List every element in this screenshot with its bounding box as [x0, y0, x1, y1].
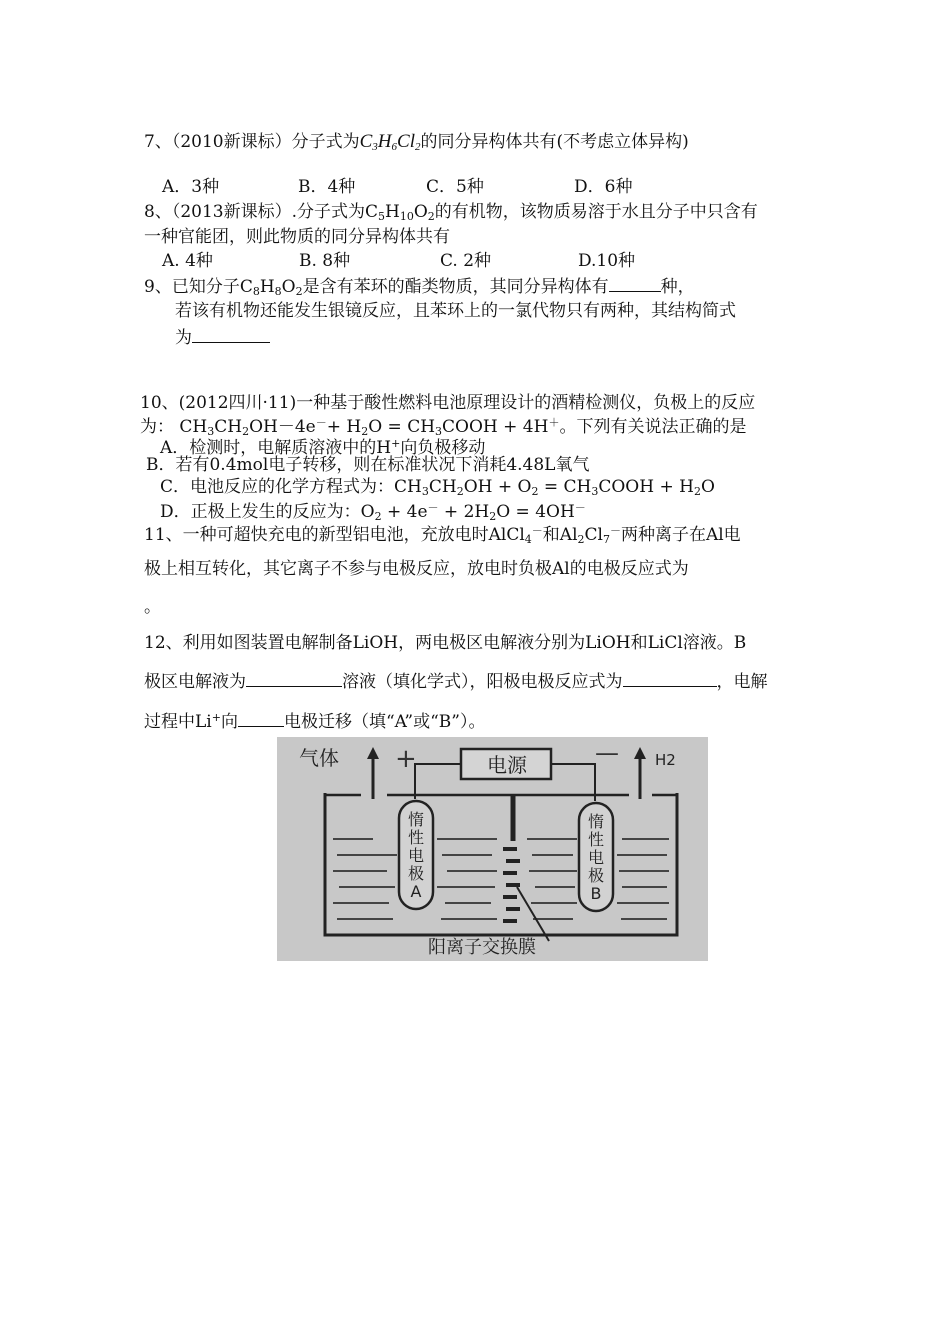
- q8-options: [162, 250, 635, 272]
- q7-options: [162, 176, 632, 198]
- q8-option-a: A. 4种: [162, 251, 213, 271]
- q12-line2-c: ，电解: [716, 672, 768, 692]
- electrode-a-char-4: 极: [407, 864, 425, 883]
- q10-option-d: D．正极上发生的反应为：$O_2 + 4e^- + 2H_2O = 4OH^-$: [160, 501, 586, 523]
- q10-line1: 10、(2012四川·11)一种基于酸性燃料电池原理设计的酒精检测仪，负极上的反应: [140, 393, 756, 413]
- q7-option-c: C．5种: [426, 177, 484, 197]
- q12-line3-b: 电极迁移（填“A”或“B”）。: [283, 712, 486, 732]
- q12-line2-b: 溶液（填化学式），阳极电极反应式为: [342, 672, 623, 692]
- q12-blank-direction[interactable]: [238, 710, 284, 727]
- q12-line3: 过程中Li+向 电极迁移（填“A”或“B”）。: [144, 711, 486, 732]
- q7-stem-a: 7、（2010新课标）分子式为: [144, 132, 360, 152]
- electrolysis-diagram: [277, 737, 708, 961]
- electrode-b-char-5: B: [590, 884, 602, 903]
- q9-line3-text: 为: [175, 328, 192, 348]
- q9-blank-structure[interactable]: [192, 326, 270, 343]
- power-supply-label: 电源: [487, 753, 527, 777]
- h2-label: H2: [655, 751, 676, 769]
- q12-blank-electrolyte[interactable]: [246, 670, 342, 687]
- electrode-b-char-1: 惰: [587, 812, 605, 831]
- q10-option-c: C．电池反应的化学方程式为：$CH_3CH_2OH + O_2$ = $CH_3COOH + H_2O$: [160, 477, 715, 498]
- gas-label: 气体: [299, 746, 339, 770]
- q10-option-b: B．若有0.4mol电子转移，则在标准状况下消耗4.48L氧气: [146, 455, 590, 475]
- q7-option-a: A．3种: [162, 177, 220, 197]
- q8-option-c: C. 2种: [440, 251, 492, 271]
- membrane-label: 阳离子交换膜: [428, 937, 536, 958]
- q10-option-a: A．检测时，电解质溶液中的H+向负极移动: [160, 437, 486, 458]
- q7-option-d: D．6种: [574, 177, 633, 197]
- electrode-b-char-2: 性: [587, 830, 605, 849]
- electrode-b-char-4: 极: [587, 866, 605, 885]
- electrode-a-char-3: 电: [407, 846, 425, 865]
- q11-line3: 。: [144, 597, 161, 617]
- q12-line1: 12、利用如图装置电解制备LiOH，两电极区电解液分别为LiOH和LiCl溶液。B: [144, 633, 747, 653]
- q8-line2: 一种官能团，则此物质的同分异构体共有: [144, 227, 450, 247]
- q11-line2: 极上相互转化，其它离子不参与电极反应，放电时负极Al的电极反应式为: [144, 559, 689, 579]
- electrode-b-char-3: 电: [587, 848, 605, 867]
- q12-blank-anode-equation[interactable]: [623, 670, 717, 687]
- q9-line1-tail: 种，: [660, 277, 695, 297]
- q7-formula: $C_3H_6Cl_2$: [359, 131, 421, 153]
- electrode-a-char-1: 惰: [407, 810, 425, 829]
- q11-line1: 11、一种可超快充电的新型铝电池，充放电时AlCl$_4$－和$Al_2Cl_7^-$两种离子在Al电: [144, 524, 741, 546]
- electrode-a-char-2: 性: [407, 828, 425, 847]
- positive-terminal-sign: +: [395, 744, 417, 774]
- negative-terminal-sign: —: [595, 739, 619, 767]
- q9-line2: 若该有机物还能发生银镜反应，且苯环上的一氯代物只有两种，其结构简式: [175, 301, 736, 321]
- q9-line3: [175, 326, 270, 349]
- q7-option-b: B．4种: [298, 177, 356, 197]
- q8-line1: 8、（2013新课标）.分子式为$C_5H_{10}O_2$的有机物，该物质易溶于水且分子中只含有: [144, 202, 758, 223]
- electrolysis-diagram-svg: [277, 737, 708, 961]
- electrode-a-char-5: A: [410, 882, 422, 901]
- q8-option-d: D.10种: [578, 251, 636, 271]
- q12-line2: [144, 670, 768, 693]
- q8-option-b: B. 8种: [299, 251, 351, 271]
- q7-stem-b: 的同分异构体共有(不考虑立体异构): [420, 132, 689, 152]
- q7-stem: [144, 131, 689, 158]
- q10-line2: 为： $CH_3CH_2OH-4e^-+ H_2O$ = $CH_3COOH + 4H^+$。下列有关说法正确的是: [140, 416, 747, 438]
- q9-blank-count[interactable]: [609, 275, 661, 292]
- q12-line2-a: 极区电解液为: [144, 672, 246, 692]
- q9-line1: 9、已知分子$C_8H_8O_2$是含有苯环的酯类物质，其同分异构体有 种，: [144, 277, 695, 298]
